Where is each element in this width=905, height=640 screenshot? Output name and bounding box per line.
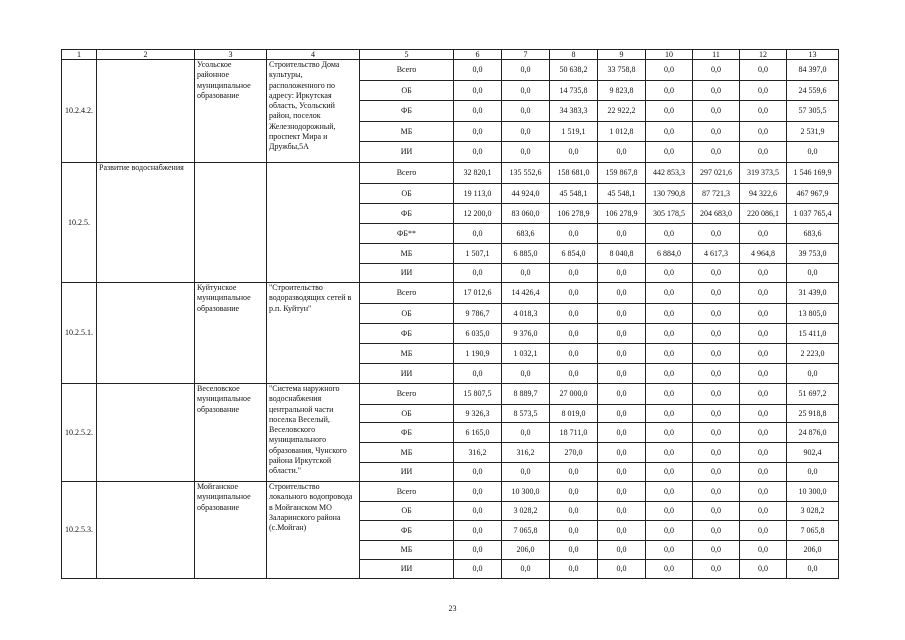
- year-value: 0,0: [598, 463, 646, 482]
- year-value: 0,0: [740, 304, 787, 324]
- year-value: 0,0: [693, 142, 740, 163]
- item-name: [97, 283, 195, 384]
- year-value: 10 300,0: [502, 482, 550, 502]
- item-name: [97, 482, 195, 579]
- year-value: 0,0: [598, 142, 646, 163]
- year-value: 0,0: [740, 482, 787, 502]
- year-value: 0,0: [646, 502, 693, 521]
- year-value: 0,0: [502, 101, 550, 122]
- year-value: 0,0: [646, 142, 693, 163]
- year-value: 0,0: [454, 224, 502, 244]
- funding-source: ФБ: [360, 521, 454, 541]
- year-value: 1 032,1: [502, 344, 550, 364]
- year-value: 8 019,0: [550, 405, 598, 423]
- year-value: 17 012,6: [454, 283, 502, 304]
- year-value: 0,0: [646, 344, 693, 364]
- year-value: 4 018,3: [502, 304, 550, 324]
- year-value: 27 000,0: [550, 384, 598, 405]
- total-value: 25 918,8: [787, 405, 839, 423]
- year-value: 0,0: [740, 224, 787, 244]
- header-cell: 6: [454, 50, 502, 60]
- total-value: 13 805,0: [787, 304, 839, 324]
- header-cell: 13: [787, 50, 839, 60]
- year-value: 0,0: [693, 521, 740, 541]
- year-value: 220 086,1: [740, 204, 787, 224]
- funding-source: ИИ: [360, 560, 454, 579]
- funding-source: ОБ: [360, 304, 454, 324]
- year-value: 9 786,7: [454, 304, 502, 324]
- year-value: 6 884,0: [646, 244, 693, 264]
- year-value: 0,0: [646, 521, 693, 541]
- year-value: 0,0: [454, 364, 502, 384]
- year-value: 0,0: [502, 142, 550, 163]
- total-value: 0,0: [787, 463, 839, 482]
- year-value: 0,0: [693, 384, 740, 405]
- total-value: 0,0: [787, 364, 839, 384]
- table-row: [62, 482, 839, 502]
- year-value: 0,0: [740, 443, 787, 463]
- year-value: 0,0: [454, 541, 502, 560]
- object-description: "Система наружного водоснабжения центральной части поселка Веселый, Веселовского муниципального образования, Чунского района Иркутской области.": [267, 384, 360, 482]
- funding-source: ИИ: [360, 463, 454, 482]
- municipality: Куйтунское муниципальное образование: [195, 283, 267, 384]
- table-row: [62, 60, 839, 81]
- year-value: 0,0: [598, 384, 646, 405]
- year-value: 297 021,6: [693, 163, 740, 184]
- year-value: 316,2: [502, 443, 550, 463]
- year-value: 0,0: [646, 304, 693, 324]
- year-value: 0,0: [740, 101, 787, 122]
- funding-source: МБ: [360, 344, 454, 364]
- funding-source: ОБ: [360, 81, 454, 101]
- year-value: 94 322,6: [740, 184, 787, 204]
- funding-source: ФБ: [360, 423, 454, 443]
- year-value: 0,0: [693, 364, 740, 384]
- year-value: 0,0: [646, 423, 693, 443]
- year-value: 0,0: [740, 541, 787, 560]
- year-value: 0,0: [693, 324, 740, 344]
- year-value: 316,2: [454, 443, 502, 463]
- total-value: 15 411,0: [787, 324, 839, 344]
- year-value: 1 012,8: [598, 122, 646, 142]
- municipality: Веселовское муниципальное образование: [195, 384, 267, 482]
- year-value: 0,0: [454, 142, 502, 163]
- year-value: 158 681,0: [550, 163, 598, 184]
- year-value: 34 383,3: [550, 101, 598, 122]
- year-value: 9 376,0: [502, 324, 550, 344]
- year-value: 0,0: [454, 463, 502, 482]
- year-value: 6 854,0: [550, 244, 598, 264]
- municipality: Усольское районное муниципальное образование: [195, 60, 267, 163]
- year-value: 0,0: [646, 364, 693, 384]
- year-value: 135 552,6: [502, 163, 550, 184]
- year-value: 0,0: [646, 463, 693, 482]
- funding-source: МБ: [360, 443, 454, 463]
- year-value: 87 721,3: [693, 184, 740, 204]
- year-value: 32 820,1: [454, 163, 502, 184]
- item-code: 10.2.5.2.: [62, 384, 97, 482]
- year-value: 0,0: [598, 443, 646, 463]
- year-value: 0,0: [740, 264, 787, 283]
- year-value: 0,0: [550, 344, 598, 364]
- municipality: Мойганское муниципальное образование: [195, 482, 267, 579]
- year-value: 0,0: [454, 81, 502, 101]
- year-value: 0,0: [693, 443, 740, 463]
- page-number: 23: [448, 604, 457, 613]
- year-value: 0,0: [454, 101, 502, 122]
- funding-source: МБ: [360, 541, 454, 560]
- funding-source: Всего: [360, 283, 454, 304]
- object-description: Строительство Дома культуры, расположенного по адресу: Иркутская область, Усольский район, поселок Железнодорожный, проспект Мира и Дружбы,5А: [267, 60, 360, 163]
- year-value: 0,0: [693, 283, 740, 304]
- year-value: 14 426,4: [502, 283, 550, 304]
- year-value: 0,0: [550, 482, 598, 502]
- year-value: 0,0: [646, 443, 693, 463]
- year-value: 0,0: [693, 122, 740, 142]
- year-value: 0,0: [740, 384, 787, 405]
- year-value: 0,0: [740, 405, 787, 423]
- total-value: 902,4: [787, 443, 839, 463]
- funding-source: ОБ: [360, 502, 454, 521]
- total-value: 39 753,0: [787, 244, 839, 264]
- funding-source: ФБ: [360, 204, 454, 224]
- year-value: 0,0: [598, 560, 646, 579]
- total-value: 2 531,9: [787, 122, 839, 142]
- funding-source: Всего: [360, 163, 454, 184]
- year-value: 12 200,0: [454, 204, 502, 224]
- funding-source: ФБ**: [360, 224, 454, 244]
- total-value: 1 037 765,4: [787, 204, 839, 224]
- year-value: 14 735,8: [550, 81, 598, 101]
- year-value: 0,0: [454, 60, 502, 81]
- item-name: [97, 384, 195, 482]
- year-value: 45 548,1: [598, 184, 646, 204]
- year-value: 0,0: [740, 423, 787, 443]
- year-value: 106 278,9: [598, 204, 646, 224]
- year-value: 6 165,0: [454, 423, 502, 443]
- total-value: 683,6: [787, 224, 839, 244]
- total-value: 0,0: [787, 142, 839, 163]
- year-value: 19 113,0: [454, 184, 502, 204]
- funding-source: ФБ: [360, 324, 454, 344]
- year-value: 0,0: [740, 60, 787, 81]
- year-value: 0,0: [646, 224, 693, 244]
- year-value: 6 885,0: [502, 244, 550, 264]
- year-value: 0,0: [646, 122, 693, 142]
- year-value: 8 040,8: [598, 244, 646, 264]
- object-description: "Строительство водоразводящих сетей в р.п. Куйтун": [267, 283, 360, 384]
- total-value: 24 559,6: [787, 81, 839, 101]
- year-value: 0,0: [693, 304, 740, 324]
- item-name: [97, 60, 195, 163]
- year-value: 0,0: [502, 264, 550, 283]
- year-value: 3 028,2: [502, 502, 550, 521]
- year-value: 0,0: [598, 344, 646, 364]
- year-value: 44 924,0: [502, 184, 550, 204]
- year-value: 0,0: [550, 364, 598, 384]
- year-value: 0,0: [598, 423, 646, 443]
- year-value: 4 964,8: [740, 244, 787, 264]
- year-value: 305 178,5: [646, 204, 693, 224]
- year-value: 0,0: [550, 283, 598, 304]
- year-value: 130 790,8: [646, 184, 693, 204]
- year-value: 50 638,2: [550, 60, 598, 81]
- year-value: 0,0: [693, 482, 740, 502]
- item-code: 10.2.4.2.: [62, 60, 97, 163]
- header-cell: 5: [360, 50, 454, 60]
- funding-source: МБ: [360, 244, 454, 264]
- header-cell: 10: [646, 50, 693, 60]
- table-row: [62, 283, 839, 304]
- total-value: 24 876,0: [787, 423, 839, 443]
- year-value: 9 326,3: [454, 405, 502, 423]
- year-value: 0,0: [693, 101, 740, 122]
- year-value: 0,0: [740, 122, 787, 142]
- year-value: 9 823,8: [598, 81, 646, 101]
- year-value: 0,0: [646, 81, 693, 101]
- year-value: 319 373,5: [740, 163, 787, 184]
- total-value: 31 439,0: [787, 283, 839, 304]
- total-value: 51 697,2: [787, 384, 839, 405]
- funding-source: Всего: [360, 384, 454, 405]
- total-value: 0,0: [787, 560, 839, 579]
- year-value: 0,0: [740, 521, 787, 541]
- year-value: 0,0: [550, 304, 598, 324]
- municipality: [195, 163, 267, 283]
- header-cell: 11: [693, 50, 740, 60]
- total-value: 10 300,0: [787, 482, 839, 502]
- year-value: 0,0: [693, 560, 740, 579]
- year-value: 0,0: [454, 502, 502, 521]
- funding-source: Всего: [360, 482, 454, 502]
- year-value: 45 548,1: [550, 184, 598, 204]
- funding-source: ФБ: [360, 101, 454, 122]
- year-value: 1 507,1: [454, 244, 502, 264]
- year-value: 0,0: [646, 541, 693, 560]
- header-cell: 9: [598, 50, 646, 60]
- table-row: [62, 384, 839, 405]
- year-value: 0,0: [598, 264, 646, 283]
- year-value: 0,0: [550, 463, 598, 482]
- year-value: 0,0: [454, 122, 502, 142]
- year-value: 0,0: [454, 521, 502, 541]
- header-cell: 4: [267, 50, 360, 60]
- total-value: 0,0: [787, 264, 839, 283]
- year-value: 0,0: [693, 463, 740, 482]
- year-value: 4 617,3: [693, 244, 740, 264]
- year-value: 1 519,1: [550, 122, 598, 142]
- year-value: 0,0: [740, 502, 787, 521]
- year-value: 33 758,8: [598, 60, 646, 81]
- year-value: 270,0: [550, 443, 598, 463]
- year-value: 0,0: [598, 304, 646, 324]
- year-value: 159 867,8: [598, 163, 646, 184]
- year-value: 0,0: [598, 502, 646, 521]
- year-value: 442 853,3: [646, 163, 693, 184]
- total-value: 7 065,8: [787, 521, 839, 541]
- year-value: 0,0: [454, 560, 502, 579]
- header-cell: 2: [97, 50, 195, 60]
- year-value: 0,0: [454, 482, 502, 502]
- table-body: [62, 50, 839, 579]
- header-cell: 3: [195, 50, 267, 60]
- year-value: 0,0: [646, 324, 693, 344]
- year-value: 0,0: [598, 405, 646, 423]
- header-cell: 7: [502, 50, 550, 60]
- year-value: 0,0: [646, 405, 693, 423]
- year-value: 206,0: [502, 541, 550, 560]
- year-value: 0,0: [693, 60, 740, 81]
- year-value: 0,0: [693, 81, 740, 101]
- year-value: 0,0: [740, 142, 787, 163]
- year-value: 8 573,5: [502, 405, 550, 423]
- year-value: 204 683,0: [693, 204, 740, 224]
- year-value: 15 807,5: [454, 384, 502, 405]
- year-value: 7 065,8: [502, 521, 550, 541]
- funding-source: ОБ: [360, 184, 454, 204]
- year-value: 0,0: [740, 364, 787, 384]
- year-value: 0,0: [502, 81, 550, 101]
- year-value: 0,0: [646, 264, 693, 283]
- year-value: 0,0: [598, 364, 646, 384]
- funding-source: ИИ: [360, 142, 454, 163]
- total-value: 1 546 169,9: [787, 163, 839, 184]
- year-value: 0,0: [502, 463, 550, 482]
- header-cell: 8: [550, 50, 598, 60]
- year-value: 0,0: [502, 423, 550, 443]
- year-value: 0,0: [598, 541, 646, 560]
- year-value: 0,0: [454, 264, 502, 283]
- year-value: 0,0: [550, 142, 598, 163]
- year-value: 0,0: [740, 283, 787, 304]
- year-value: 0,0: [740, 81, 787, 101]
- year-value: 0,0: [598, 482, 646, 502]
- year-value: 0,0: [693, 224, 740, 244]
- year-value: 0,0: [550, 541, 598, 560]
- header-cell: 1: [62, 50, 97, 60]
- year-value: 0,0: [740, 324, 787, 344]
- total-value: 206,0: [787, 541, 839, 560]
- year-value: 0,0: [550, 521, 598, 541]
- year-value: 106 278,9: [550, 204, 598, 224]
- funding-source: ИИ: [360, 264, 454, 283]
- year-value: 0,0: [646, 482, 693, 502]
- year-value: 0,0: [693, 423, 740, 443]
- total-value: 84 397,0: [787, 60, 839, 81]
- funding-source: ОБ: [360, 405, 454, 423]
- year-value: 0,0: [693, 502, 740, 521]
- object-description: [267, 163, 360, 283]
- year-value: 0,0: [598, 224, 646, 244]
- funding-source: ИИ: [360, 364, 454, 384]
- year-value: 0,0: [502, 60, 550, 81]
- year-value: 0,0: [740, 560, 787, 579]
- item-code: 10.2.5.1.: [62, 283, 97, 384]
- year-value: 0,0: [502, 122, 550, 142]
- budget-table: [61, 49, 839, 579]
- year-value: 0,0: [740, 344, 787, 364]
- total-value: 57 305,5: [787, 101, 839, 122]
- header-cell: 12: [740, 50, 787, 60]
- year-value: 0,0: [550, 264, 598, 283]
- object-description: Строительство локального водопровода в Мойганском МО Заларинского района (с.Мойган): [267, 482, 360, 579]
- year-value: 0,0: [693, 541, 740, 560]
- year-value: 0,0: [693, 344, 740, 364]
- total-value: 3 028,2: [787, 502, 839, 521]
- year-value: 1 190,9: [454, 344, 502, 364]
- year-value: 0,0: [646, 60, 693, 81]
- year-value: 0,0: [550, 560, 598, 579]
- year-value: 0,0: [646, 101, 693, 122]
- year-value: 22 922,2: [598, 101, 646, 122]
- year-value: 0,0: [646, 384, 693, 405]
- item-code: 10.2.5.3.: [62, 482, 97, 579]
- total-value: 467 967,9: [787, 184, 839, 204]
- year-value: 0,0: [550, 502, 598, 521]
- item-name: Развитие водоснабжения: [97, 163, 195, 283]
- year-value: 0,0: [502, 364, 550, 384]
- total-value: 2 223,0: [787, 344, 839, 364]
- table-row: [62, 163, 839, 184]
- year-value: 0,0: [502, 560, 550, 579]
- year-value: 0,0: [550, 224, 598, 244]
- year-value: 0,0: [646, 283, 693, 304]
- year-value: 18 711,0: [550, 423, 598, 443]
- year-value: 6 035,0: [454, 324, 502, 344]
- year-value: 0,0: [598, 521, 646, 541]
- year-value: 8 889,7: [502, 384, 550, 405]
- year-value: 0,0: [646, 560, 693, 579]
- year-value: 0,0: [693, 405, 740, 423]
- year-value: 0,0: [740, 463, 787, 482]
- year-value: 0,0: [550, 324, 598, 344]
- funding-source: Всего: [360, 60, 454, 81]
- year-value: 683,6: [502, 224, 550, 244]
- year-value: 0,0: [598, 324, 646, 344]
- item-code: 10.2.5.: [62, 163, 97, 283]
- year-value: 0,0: [693, 264, 740, 283]
- year-value: 83 060,0: [502, 204, 550, 224]
- year-value: 0,0: [598, 283, 646, 304]
- header-row: [62, 50, 839, 60]
- funding-source: МБ: [360, 122, 454, 142]
